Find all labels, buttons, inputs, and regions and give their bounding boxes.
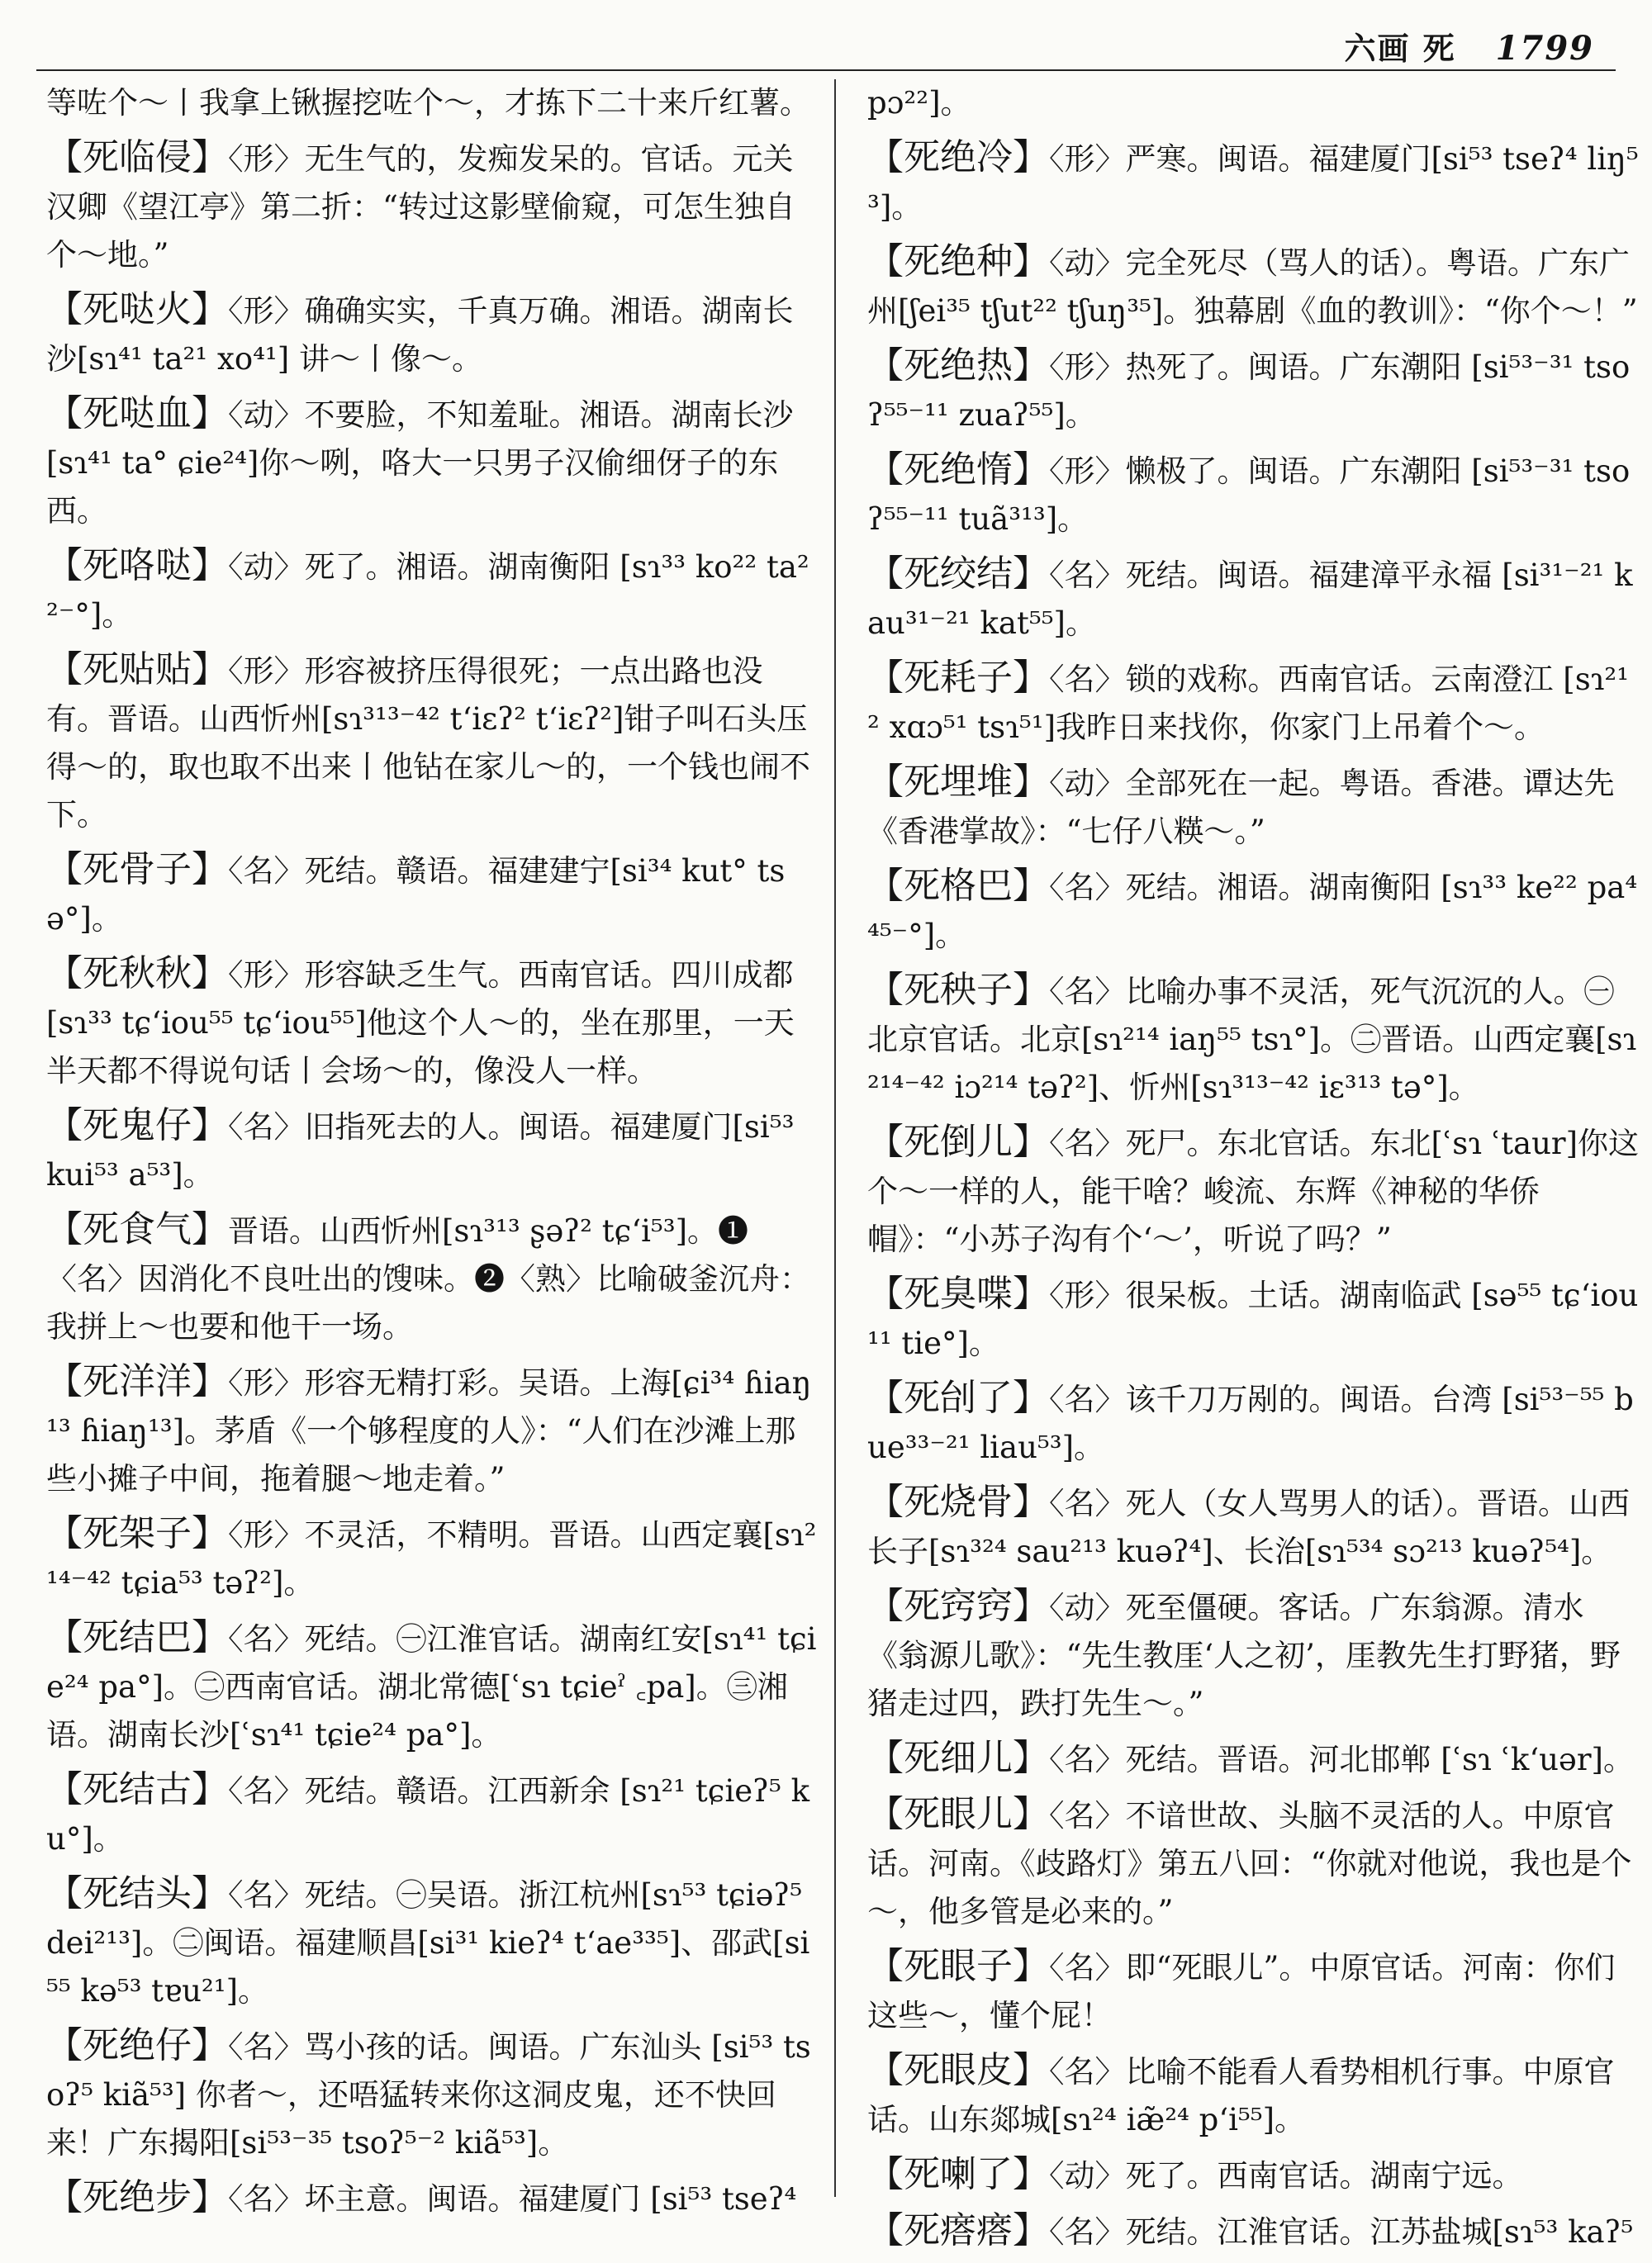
right-column [867, 79, 1640, 2263]
dictionary-entry [867, 1478, 1640, 1576]
dictionary-entry [46, 542, 819, 639]
section-title: 六画 死 [1344, 30, 1456, 67]
headword: 【死秋秋】 [46, 952, 228, 994]
dictionary-entry [46, 2022, 819, 2167]
definition: 〈名〉死人（女人骂男人的话）。晋语。山西长子[sɿ³²⁴ sau²¹³ kuəʔ⁴]、长治[sɿ⁵³⁴ sɔ²¹³ kuəʔ⁵⁴]。 [867, 1486, 1630, 1569]
headword: 【死细儿】 [867, 1737, 1049, 1779]
dictionary-entry [867, 238, 1640, 335]
headword: 【死倒儿】 [867, 1121, 1049, 1163]
headword: 【死临侵】 [46, 136, 228, 178]
dictionary-entry [46, 646, 819, 839]
dictionary-entry [867, 862, 1640, 960]
definition: 〈名〉不谙世故、头脑不灵活的人。中原官话。河南。《歧路灯》第五八回：“你就对他说，我也是个～，他多管是必来的。” [867, 1798, 1632, 1929]
dictionary-entry [46, 390, 819, 535]
dictionary-entry [867, 2207, 1640, 2256]
headword: 【死瘩瘩】 [867, 2209, 1049, 2251]
headword: 【死眼儿】 [867, 1793, 1049, 1835]
dictionary-entry [46, 1766, 819, 1863]
dictionary-entry [867, 342, 1640, 439]
dictionary-entry [867, 2151, 1640, 2200]
definition: 〈形〉很呆板。土话。湖南临武 [sə⁵⁵ tɕ‘iou¹¹ tie°]。 [867, 1278, 1639, 1361]
headword: 【死结古】 [46, 1768, 228, 1810]
definition: 〈名〉坏主意。闽语。福建厦门 [si⁵³ tseʔ⁴ [228, 2181, 797, 2217]
definition: 〈形〉懒极了。闽语。广东潮阳 [si⁵³⁻³¹ tsoʔ⁵⁵⁻¹¹ tuã³¹³]。 [867, 453, 1631, 537]
headword: 【死贴贴】 [46, 648, 228, 690]
dictionary-entry [867, 550, 1640, 648]
headword: 【死哒火】 [46, 288, 228, 330]
definition: 〈名〉即“死眼儿”。中原官话。河南：你们这些～，懂个屁！ [867, 1950, 1616, 2033]
definition: 〈名〉死结。江淮官话。江苏盐城[sɿ⁵³ kaʔ⁵ [1049, 2214, 1634, 2250]
headword: 【死喇了】 [867, 2153, 1049, 2195]
headword: 【死架子】 [46, 1512, 228, 1554]
dictionary-entry [46, 286, 819, 383]
dictionary-entry [867, 1791, 1640, 1936]
dictionary-entry [867, 654, 1640, 752]
headword: 【死窍窍】 [867, 1585, 1049, 1627]
headword: 【死绝惰】 [867, 448, 1049, 491]
headword: 【死骨子】 [46, 848, 228, 890]
headword: 【死眼皮】 [867, 2049, 1049, 2091]
dictionary-entry [46, 1614, 819, 1759]
dictionary-entry [46, 846, 819, 943]
dictionary-entry [46, 2174, 819, 2223]
definition: 〈动〉不要脸，不知羞耻。湘语。湖南长沙[sɿ⁴¹ ta° ɕie²⁴]你～咧，咯大一只男子汉偷细伢子的东西。 [46, 397, 794, 529]
definition: 〈形〉形容被挤压得很死；一点出路也没有。晋语。山西忻州[sɿ³¹³⁻⁴² t‘iɛʔ² t‘iɛʔ²]钳子叫石头压得～的，取也取不出来丨他钻在家儿～的，一个钱也闹不下。 [46, 653, 810, 833]
headword: 【死绝热】 [867, 344, 1049, 387]
dictionary-entry [867, 446, 1640, 543]
continuation-text: pɔ²²]。 [867, 85, 971, 121]
dictionary-entry [46, 1206, 819, 1351]
headword: 【死结头】 [46, 1872, 228, 1914]
definition: 〈名〉死结。㊀吴语。浙江杭州[sɿ⁵³ tɕiəʔ⁵ dei²¹³]。㊁闽语。福建顺昌[si³¹ kieʔ⁴ t‘ae³³⁵]、邵武[si⁵⁵ kə⁵³ tɐu²¹]。 [46, 1877, 810, 2009]
dictionary-entry [46, 1510, 819, 1607]
definition: 〈形〉形容缺乏生气。西南官话。四川成都[sɿ³³ tɕ‘iou⁵⁵ tɕ‘iou⁵⁵]他这个人～的，坐在那里，一天半天都不得说句话丨会场～的，像没人一样。 [46, 957, 795, 1089]
definition: 〈名〉锁的戏称。西南官话。云南澄江 [sɿ²¹² xɑɔ⁵¹ tsɿ⁵¹]我昨日来找你，你家门上吊着个～。 [867, 662, 1630, 745]
headword: 【死鬼仔】 [46, 1104, 228, 1146]
headword: 【死耗子】 [867, 657, 1049, 699]
dictionary-entry [867, 1943, 1640, 2040]
dictionary-entry [867, 1270, 1640, 1368]
definition: 〈形〉严寒。闽语。福建厦门[si⁵³ tseʔ⁴ liŋ⁵³]。 [867, 141, 1639, 225]
definition: 〈名〉死结。赣语。福建建宁[si³⁴ kut° tsə°]。 [46, 853, 786, 937]
headword: 【死刣了】 [867, 1377, 1049, 1419]
headword: 【死哒血】 [46, 392, 228, 434]
dictionary-entry [46, 950, 819, 1095]
headword: 【死结巴】 [46, 1616, 228, 1658]
dictionary-entry [867, 134, 1640, 231]
headword: 【死埋堆】 [867, 761, 1049, 803]
dictionary-entry [867, 1582, 1640, 1728]
definition: 晋语。山西忻州[sɿ³¹³ ʂəʔ² tɕ‘i⁵³]。❶〈名〉因消化不良吐出的馊味。❷〈熟〉比喻破釜沉舟：我拼上～也要和他干一场。 [46, 1213, 810, 1345]
definition: 〈名〉旧指死去的人。闽语。福建厦门[si⁵³ kui⁵³ a⁵³]。 [46, 1109, 795, 1193]
headword: 【死眼子】 [867, 1945, 1049, 1987]
definition: 〈名〉比喻办事不灵活，死气沉沉的人。㊀北京官话。北京[sɿ²¹⁴ iaŋ⁵⁵ tsɿ°]。㊁晋语。山西定襄[sɿ²¹⁴⁻⁴² iɔ²¹⁴ təʔ²]、忻州[sɿ³¹³⁻⁴² iɛ³¹³ tə°]。 [867, 974, 1637, 1105]
dictionary-entry [867, 966, 1640, 1112]
dictionary-entry [46, 1358, 819, 1503]
dictionary-entry [867, 1118, 1640, 1264]
column-divider [834, 79, 836, 2197]
definition: 〈形〉形容无精打彩。吴语。上海[ɕi³⁴ ɦiaŋ¹³ ɦiaŋ¹³]。茅盾《一个够程度的人》：“人们在沙滩上那些小摊子中间，拖着腿～地走着。” [46, 1365, 812, 1497]
definition: 〈名〉骂小孩的话。闽语。广东汕头 [si⁵³ tsoʔ⁵ kiã⁵³] 你者～，还唔猛转来你这洞皮鬼，还不快回来！广东揭阳[si⁵³⁻³⁵ tsoʔ⁵⁻² kiã⁵³]。 [46, 2029, 811, 2161]
headword: 【死绝步】 [46, 2176, 228, 2218]
headword: 【死食气】 [46, 1208, 228, 1250]
left-column [46, 79, 819, 2230]
dictionary-entry [867, 758, 1640, 856]
definition: 〈形〉热死了。闽语。广东潮阳 [si⁵³⁻³¹ tsoʔ⁵⁵⁻¹¹ zuaʔ⁵⁵]。 [867, 349, 1631, 433]
dictionary-entry [867, 1734, 1640, 1784]
definition: 〈名〉死结。㊀江淮官话。湖南红安[sɿ⁴¹ tɕie²⁴ pa°]。㊁西南官话。湖北常德[ʿsɿ tɕieˀ ꜀pa]。㊂湘语。湖南长沙[ʿsɿ⁴¹ tɕie²⁴ pa°]。 [46, 1621, 817, 1753]
dictionary-entry [46, 134, 819, 279]
definition: 〈名〉比喻不能看人看势相机行事。中原官话。山东郯城[sɿ²⁴ iæ̃²⁴ p‘i⁵⁵]。 [867, 2054, 1615, 2137]
definition: 〈动〉完全死尽（骂人的话）。粤语。广东广州[ʃei³⁵ tʃut²² tʃuŋ³⁵]。独幕剧《血的教训》：“你个～！” [867, 245, 1638, 329]
definition: 〈形〉无生气的，发痴发呆的。官话。元关汉卿《望江亭》第二折：“转过这影壁偷窥，可怎生独自个～地。” [46, 141, 795, 273]
headword: 【死格巴】 [867, 865, 1049, 907]
headword: 【死绝仔】 [46, 2024, 228, 2066]
definition: 〈形〉不灵活，不精明。晋语。山西定襄[sɿ²¹⁴⁻⁴² tɕia⁵³ təʔ²]。 [46, 1517, 817, 1601]
page-header [1344, 23, 1594, 69]
headword: 【死洋洋】 [46, 1360, 228, 1402]
header-rule [36, 69, 1616, 71]
headword: 【死咯哒】 [46, 544, 228, 586]
definition: 〈动〉死至僵硬。客话。广东翁源。清水《翁源儿歌》：“先生教厓‘人之初’，厓教先生打野猪，野猪走过四，跌打先生～。” [867, 1590, 1621, 1721]
dictionary-entry [867, 1374, 1640, 1472]
page-number: 1799 [1495, 29, 1594, 68]
definition: 〈动〉死了。西南官话。湖南宁远。 [1049, 2158, 1523, 2194]
definition: 〈动〉全部死在一起。粤语。香港。谭达先《香港掌故》：“七仔八䊔～。” [867, 766, 1615, 849]
definition: 〈名〉该千刀万剐的。闽语。台湾 [si⁵³⁻⁵⁵ bue³³⁻²¹ liau⁵³]。 [867, 1382, 1634, 1465]
headword: 【死绝种】 [867, 240, 1049, 282]
dictionary-entry [867, 2047, 1640, 2144]
headword: 【死烧骨】 [867, 1481, 1049, 1523]
headword: 【死秧子】 [867, 969, 1049, 1011]
headword: 【死绞结】 [867, 553, 1049, 595]
definition: 〈名〉死结。晋语。河北邯郸 [ʿsɿ ʿk‘uər]。 [1049, 1742, 1634, 1777]
dictionary-entry [46, 1870, 819, 2015]
continuation-text: 等咗个～丨我拿上锹握挖咗个～，才拣下二十来斤红薯。 [46, 85, 810, 121]
definition: 〈动〉死了。湘语。湖南衡阳 [sɿ³³ ko²² ta²²⁻°]。 [46, 549, 809, 633]
definition: 〈名〉死结。湘语。湖南衡阳 [sɿ³³ ke²² pa⁴⁴⁵⁻°]。 [867, 870, 1638, 953]
headword: 【死绝冷】 [867, 136, 1049, 178]
headword: 【死臭喋】 [867, 1273, 1049, 1315]
definition: 〈名〉死结。赣语。江西新余 [sɿ²¹ tɕieʔ⁵ ku°]。 [46, 1773, 810, 1857]
definition: 〈名〉死结。闽语。福建漳平永福 [si³¹⁻²¹ kau³¹⁻²¹ kat⁵⁵]。 [867, 557, 1633, 641]
dictionary-entry [46, 1102, 819, 1199]
definition: 〈名〉死尸。东北官话。东北[ʿsɿ ʿtaur]你这个～一样的人，能干啥？峻流、东辉《神秘的华侨帽》：“小苏子沟有个‘～’，听说了吗？” [867, 1126, 1640, 1257]
definition: 〈形〉确确实实，千真万确。湘语。湖南长沙[sɿ⁴¹ ta²¹ xo⁴¹] 讲～丨像～。 [46, 293, 794, 377]
